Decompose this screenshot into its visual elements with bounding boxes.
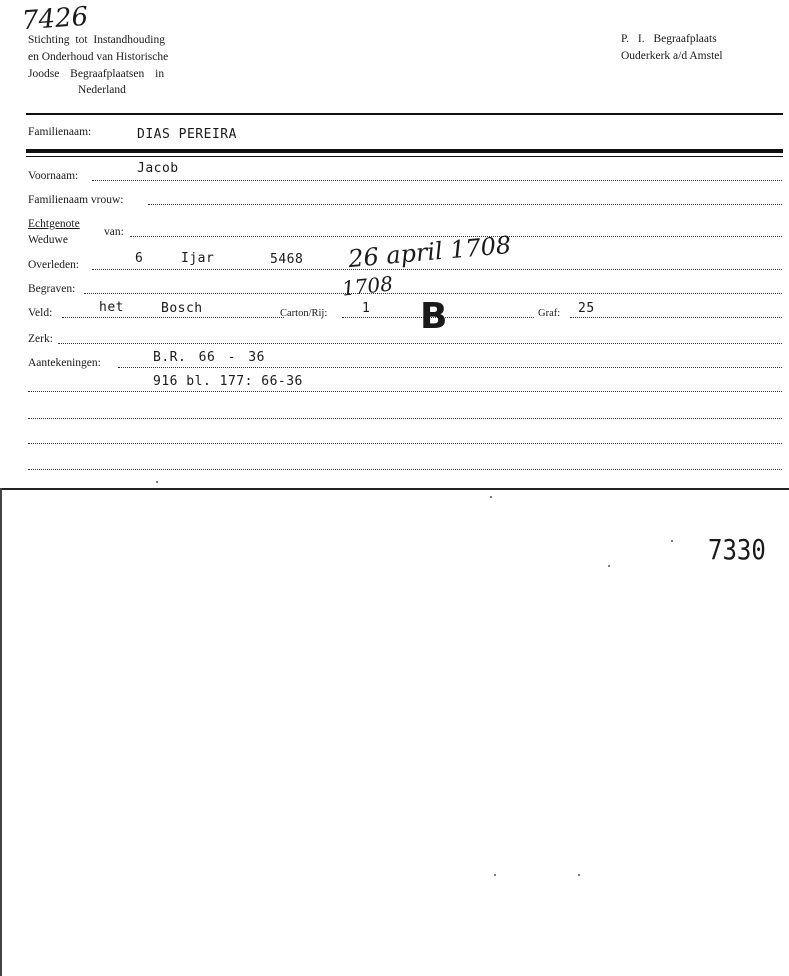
begraven-label: Begraven:: [28, 283, 76, 295]
card-left-edge: [0, 488, 2, 976]
zerk-label: Zerk:: [28, 333, 53, 345]
graf-label: Graf:: [538, 308, 561, 319]
aantekeningen-value-1: B.R. 66 - 36: [153, 350, 265, 365]
echtgenote-label: Echtgenote: [28, 218, 80, 230]
thin-rule: [26, 156, 783, 157]
blank-line-5: [28, 469, 782, 470]
familienaam-value: DIAS PEREIRA: [137, 127, 237, 142]
card-number: 7426: [21, 1, 90, 37]
overleden-year: 5468: [270, 252, 304, 267]
overleden-month: Ijar: [181, 251, 215, 266]
speck: [156, 481, 158, 483]
speck: [494, 874, 496, 876]
speck: [578, 874, 580, 876]
back-card-number: 7330: [708, 533, 766, 567]
speck: [671, 540, 673, 542]
veld-value-1: het: [99, 300, 124, 315]
zerk-line: [58, 343, 782, 344]
overleden-line: [92, 269, 782, 270]
aantekeningen-line-2: [28, 391, 782, 392]
card-edge: [0, 488, 789, 490]
graf-line: [570, 317, 782, 318]
speck: [490, 496, 492, 498]
veld-label: Veld:: [28, 307, 53, 319]
speck: [608, 565, 610, 567]
begraven-handwritten: 1708: [340, 271, 395, 301]
aantekeningen-line-1: [118, 367, 782, 368]
veld-line: [62, 317, 284, 318]
top-rule: [26, 113, 783, 115]
carton-handwritten: B: [420, 296, 448, 337]
header-left-line3: Joodse Begraafplaatsen in: [28, 68, 165, 80]
carton-label: Carton/Rij:: [280, 308, 328, 319]
veld-value-2: Bosch: [161, 301, 203, 316]
voornaam-value: Jacob: [137, 161, 179, 176]
overleden-handwritten: 26 april 1708: [347, 230, 513, 274]
header-left-line1: Stichting tot Instandhouding: [28, 34, 165, 46]
familienaam-vrouw-label: Familienaam vrouw:: [28, 194, 124, 206]
graf-value: 25: [578, 301, 595, 316]
begraven-line: [84, 293, 782, 294]
header-left-line2: en Onderhoud van Historische: [28, 51, 169, 63]
weduwe-label: Weduwe: [28, 234, 68, 246]
aantekeningen-value-2: 916 bl. 177: 66-36: [153, 374, 303, 389]
thick-rule: [26, 149, 783, 153]
van-label: van:: [104, 226, 124, 238]
header-right-line1: P. I. Begraafplaats: [621, 33, 717, 45]
blank-line-3: [28, 418, 782, 419]
overleden-label: Overleden:: [28, 259, 80, 271]
familienaam-vrouw-line: [148, 204, 782, 205]
blank-line-4: [28, 443, 782, 444]
overleden-day: 6: [135, 251, 144, 266]
aantekeningen-label: Aantekeningen:: [28, 357, 101, 369]
voornaam-line: [92, 180, 782, 181]
carton-value: 1: [362, 301, 371, 316]
header-right-line2: Ouderkerk a/d Amstel: [621, 50, 723, 62]
familienaam-label: Familienaam:: [28, 126, 92, 138]
header-left-line4: Nederland: [78, 84, 126, 96]
voornaam-label: Voornaam:: [28, 170, 79, 182]
